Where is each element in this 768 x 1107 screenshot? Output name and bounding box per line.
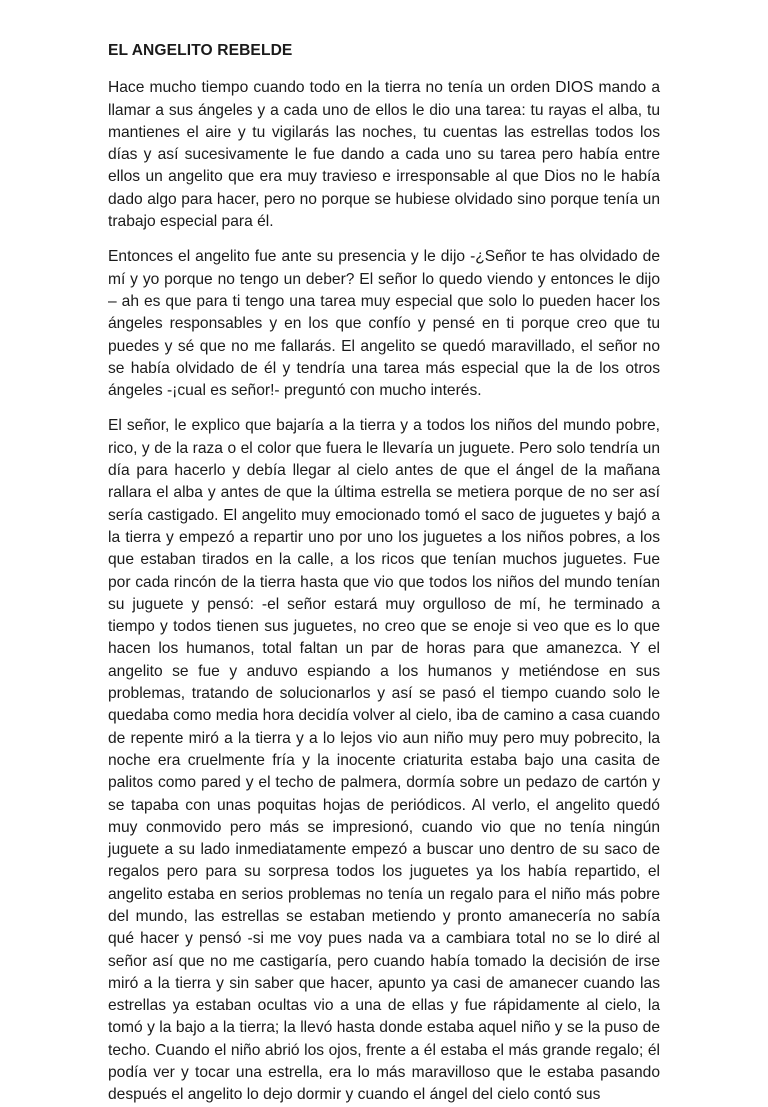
- paragraph-1: Hace mucho tiempo cuando todo en la tierra no tenía un orden DIOS mando a llamar a sus ángeles y a cada uno de ellos le dio una tarea: tu rayas el alba, tu mantienes el aire y tu vigilarás las noches, tu cuentas las estrellas todos los días y así sucesivamente le fue dando a cada uno su tarea pero había entre ellos un angelito que era muy travieso e irresponsable al que Dios no le había dado algo para hacer, pero no porque se hubiese olvidado sino porque tenía un trabajo especial para él.: [108, 79, 660, 231]
- paragraph-2: Entonces el angelito fue ante su presencia y le dijo -¿Señor te has olvidado de mí y yo porque no tengo un deber? El señor lo quedo viendo y entonces le dijo – ah es que para ti tengo una tarea muy especial que solo lo pueden hacer los ángeles responsables y en los que confío y pensé en ti porque creo que tu puedes y sé que no me fallarás. El angelito se quedó maravillado, el señor no se había olvidado de él y tendría una tarea más especial que la de los otros ángeles -¡cual es señor!- preguntó con mucho interés.: [108, 248, 660, 400]
- paragraph-3: El señor, le explico que bajaría a la tierra y a todos los niños del mundo pobre, rico, y de la raza o el color que fuera le llevaría un juguete. Pero solo tendría un día para hacerlo y debía llegar al cielo antes de que el ángel de la mañana rallara el alba y antes de que la última estrella se metiera porque de no ser así sería castigado. El angelito muy emocionado tomó el saco de juguetes y bajó a la tierra y empezó a repartir uno por uno los juguetes a los niños pobres, a los que estaban tirados en la calle, a los ricos que tenían muchos juguetes. Fue por cada rincón de la tierra hasta que vio que todos los niños del mundo tenían su juguete y pensó: -el señor estará muy orgulloso de mí, he terminado a tiempo y todos tienen sus juguetes, no creo que se enoje si veo que es lo que hacen los humanos, total faltan un par de horas para que amanezca. Y el angelito se fue y anduvo espiando a los humanos y metiéndose en sus problemas, tratando de solucionarlos y así se pasó el tiempo cuando solo le quedaba como media hora decidía volver al cielo, iba de camino a casa cuando de repente miró a la tierra y a lo lejos vio aun niño muy pero muy pobrecito, la noche era cruelmente fría y la inocente criaturita estaba bajo una casita de palitos como pared y el techo de palmera, dormía sobre un pedazo de cartón y se tapaba con unas poquitas hojas de periódicos. Al verlo, el angelito quedó muy conmovido pero más se impresionó, cuando vio que no tenía ningún juguete a su lado inmediatamente empezó a buscar uno dentro de su saco de regalos pero para su sorpresa todos los juguetes ya los había repartido, el angelito estaba en serios problemas no tenía un regalo para el niño más pobre del mundo, las estrellas se estaban metiendo y pronto amanecería no sabía qué hacer y pensó -si me voy pues nada va a cambiara total no se lo diré al señor así que no me castigaría, pero cuando había tomado la decisión de irse miró a la tierra y sin saber que hacer, apunto ya casi de amanecer cuando las estrellas ya estaban ocultas vio a una de ellas y fue rápidamente al cielo, la tomó y la bajo a la tierra; la llevó hasta donde estaba aquel niño y se la puso de techo. Cuando el niño abrió los ojos, frente a él estaba el más grande regalo; él podía ver y tocar una estrella, era lo más maravilloso que le estaba pasando después el angelito lo dejo dormir y cuando el ángel del cielo contó sus: [108, 417, 660, 1104]
- document-title: EL ANGELITO REBELDE: [108, 42, 293, 59]
